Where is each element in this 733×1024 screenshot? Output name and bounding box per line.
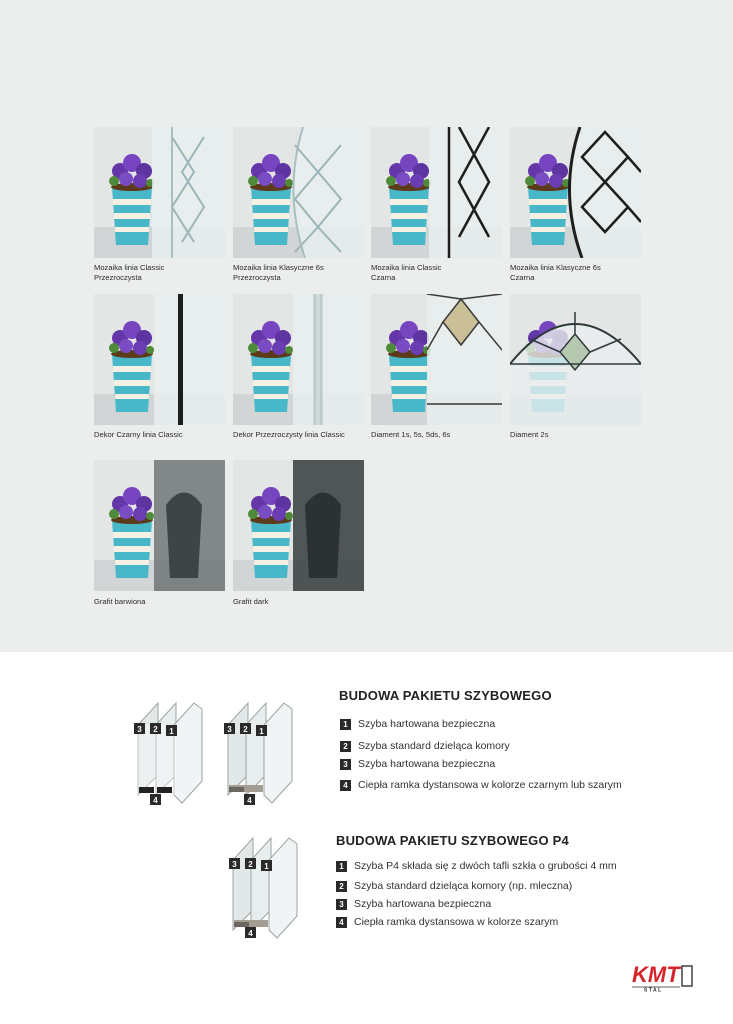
glass-sample-mozaika-classic-clear [94, 127, 225, 258]
list-item-text: Szyba hartowana bezpieczna [358, 758, 496, 770]
caption-sample-4: Mozaika linia Klasyczne 6s Czarna [510, 263, 601, 282]
list-item [336, 880, 572, 892]
logo-subtext: STAL [644, 987, 663, 992]
label-2: 2 [153, 725, 158, 734]
list-item [340, 740, 510, 752]
number-badge: 4 [336, 917, 347, 928]
label-3: 3 [227, 725, 232, 734]
label-1: 1 [264, 862, 269, 871]
caption-sample-2: Mozaika linia Klasyczne 6s Przezroczysta [233, 263, 324, 282]
list-item [336, 898, 491, 910]
number-badge: 2 [336, 881, 347, 892]
kmt-stal-logo [630, 960, 700, 992]
glass-sample-diament-2s [510, 294, 641, 425]
caption-sample-5: Dekor Czarny linia Classic [94, 430, 183, 439]
section-title-glass-pack: BUDOWA PAKIETU SZYBOWEGO [339, 688, 552, 703]
glass-sample-mozaika-klasyczne-clear [233, 127, 364, 258]
glass-sample-grafit-dark [233, 460, 364, 591]
list-item-text: Ciepła ramka dystansowa w kolorze szarym [354, 916, 559, 928]
glass-sample-dekor-black [94, 294, 225, 425]
number-badge: 2 [340, 741, 351, 752]
glass-sample-grafit-barwiona [94, 460, 225, 591]
caption-sample-7: Diament 1s, 5s, 5ds, 6s [371, 430, 451, 439]
number-badge: 4 [340, 780, 351, 791]
number-badge: 1 [340, 719, 351, 730]
label-1: 1 [259, 727, 264, 736]
label-2: 2 [243, 725, 248, 734]
label-1: 1 [169, 727, 174, 736]
list-item-text: Ciepła ramka dystansowa w kolorze czarnym lub szarym [358, 779, 622, 791]
label-4: 4 [153, 796, 158, 805]
glass-sample-mozaika-klasyczne-black [510, 127, 641, 258]
list-item [340, 718, 495, 730]
glass-pack-diagram-p4 [215, 830, 307, 945]
logo-text: KMT [632, 962, 680, 987]
glass-pack-diagram-a [120, 695, 212, 810]
glass-pack-diagram-b [210, 695, 302, 810]
label-4: 4 [247, 796, 252, 805]
caption-sample-10: Grafit dark [233, 597, 269, 606]
caption-sample-8: Diament 2s [510, 430, 549, 439]
glass-sample-dekor-clear [233, 294, 364, 425]
label-3: 3 [232, 860, 237, 869]
caption-sample-1: Mozaika linia Classic Przezroczysta [94, 263, 165, 282]
glass-sample-diament-1s [371, 294, 502, 425]
list-item [336, 860, 617, 872]
list-item-text: Szyba standard dzieląca komory (np. mleczna) [354, 880, 573, 892]
list-item-text: Szyba hartowana bezpieczna [358, 718, 496, 730]
section-title-glass-pack-p4: BUDOWA PAKIETU SZYBOWEGO P4 [336, 833, 569, 848]
label-4: 4 [248, 929, 253, 938]
glass-sample-mozaika-classic-black [371, 127, 502, 258]
list-item [340, 779, 622, 791]
caption-sample-3: Mozaika linia Classic Czarna [371, 263, 442, 282]
list-item [336, 916, 558, 928]
list-item-text: Szyba P4 składa się z dwóch tafli szkła o grubości 4 mm [354, 860, 617, 872]
number-badge: 3 [336, 899, 347, 910]
list-item-text: Szyba standard dzieląca komory [358, 740, 510, 752]
list-item [340, 758, 495, 770]
caption-sample-6: Dekor Przezroczysty linia Classic [233, 430, 345, 439]
caption-sample-9: Grafit barwiona [94, 597, 146, 606]
number-badge: 3 [340, 759, 351, 770]
label-3: 3 [137, 725, 142, 734]
list-item-text: Szyba hartowana bezpieczna [354, 898, 492, 910]
number-badge: 1 [336, 861, 347, 872]
label-2: 2 [248, 860, 253, 869]
